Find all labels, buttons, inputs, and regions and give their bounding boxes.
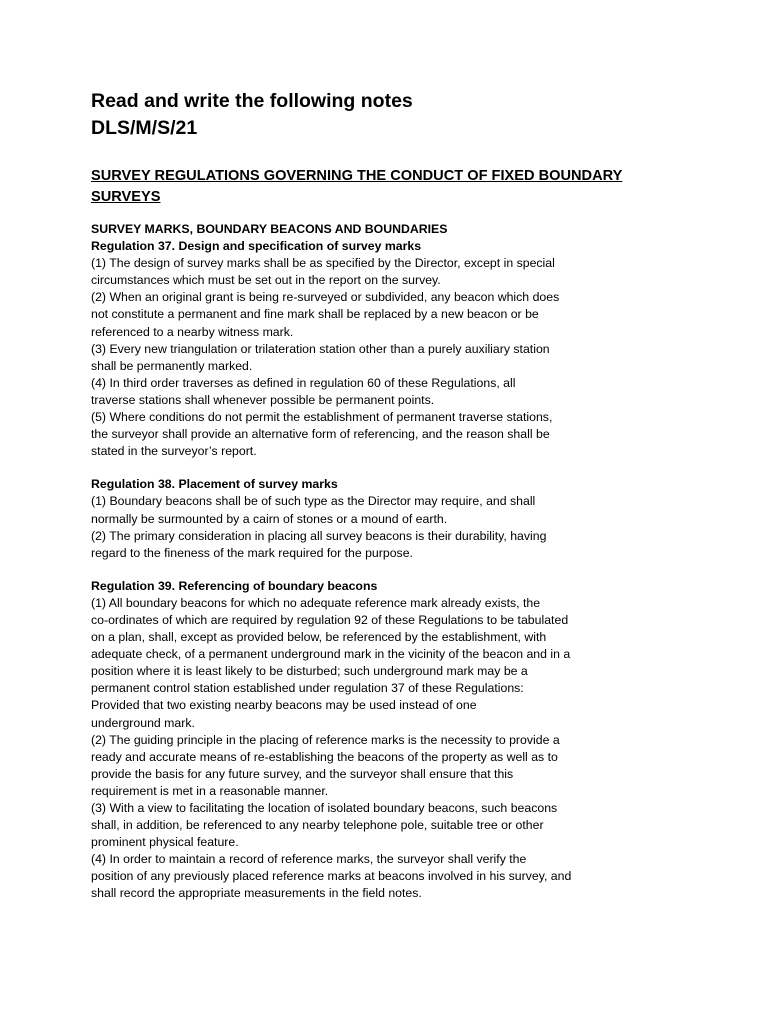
text-line: the surveyor shall provide an alternative form of referencing, and the reason shall be <box>91 427 550 442</box>
text-line: (1) All boundary beacons for which no adequate reference mark already exists, the <box>91 595 541 610</box>
text-line: co-ordinates of which are required by regulation 92 of these Regulations to be tabulated <box>91 612 569 627</box>
text-line: (2) The guiding principle in the placing of reference marks is the necessity to provide a <box>91 732 560 747</box>
text-line: (5) Where conditions do not permit the establishment of permanent traverse stations, <box>91 410 553 425</box>
text-line: (3) With a view to facilitating the location of isolated boundary beacons, such beacons <box>91 801 558 815</box>
text-line: not constitute a permanent and fine mark shall be replaced by a new beacon or be <box>91 307 539 322</box>
document-title <box>91 88 731 142</box>
text-line: underground mark. <box>91 715 195 730</box>
text-line: regard to the fineness of the mark required for the purpose. <box>91 545 413 560</box>
document-page <box>91 88 731 903</box>
text-line: traverse stations shall whenever possible be permanent points. <box>91 392 435 407</box>
text-line: adequate check, of a permanent underground mark in the vicinity of the beacon and in a <box>91 647 571 662</box>
text-line: shall be permanently marked. <box>91 358 253 373</box>
text-line: on a plan, shall, except as provided below, be referenced by the establishment, with <box>91 630 547 645</box>
text-line: (4) In third order traverses as defined in regulation 60 of these Regulations, all <box>91 375 516 390</box>
text-line: (3) Every new triangulation or trilateration station other than a purely auxiliary station <box>91 341 550 356</box>
regulation-body <box>91 255 731 460</box>
title-line: Read and write the following notes <box>91 90 413 112</box>
text-line: position where it is least likely to be disturbed; such underground mark may be a <box>91 664 528 679</box>
text-line: Provided that two existing nearby beacons may be used instead of one <box>91 698 477 713</box>
section-heading: SURVEY MARKS, BOUNDARY BEACONS AND BOUNDARIES <box>91 222 448 236</box>
text-line: prominent physical feature. <box>91 835 239 850</box>
main-heading <box>91 166 656 208</box>
text-line: (1) Boundary beacons shall be of such type as the Director may require, and shall <box>91 494 536 509</box>
text-line: (4) In order to maintain a record of reference marks, the surveyor shall verify the <box>91 852 527 867</box>
text-line: position of any previously placed reference marks at beacons involved in his survey, and <box>91 869 572 884</box>
regulation-heading: Regulation 39. Referencing of boundary beacons <box>91 578 378 593</box>
text-line: stated in the surveyor’s report. <box>91 444 257 459</box>
main-heading-line: SURVEYS <box>91 189 161 205</box>
regulation-39 <box>91 578 731 903</box>
regulation-heading: Regulation 37. Design and specification of survey marks <box>91 239 422 254</box>
text-line: permanent control station established under regulation 37 of these Regulations: <box>91 681 524 696</box>
text-line: provide the basis for any future survey, and the surveyor shall ensure that this <box>91 766 514 781</box>
regulation-body <box>91 493 731 561</box>
text-line: shall, in addition, be referenced to any nearby telephone pole, suitable tree or other <box>91 818 544 833</box>
text-line: (1) The design of survey marks shall be as specified by the Director, except in special <box>91 256 555 271</box>
text-line: normally be surmounted by a cairn of stones or a mound of earth. <box>91 511 448 526</box>
regulation-38 <box>91 476 731 561</box>
regulation-heading: Regulation 38. Placement of survey marks <box>91 477 338 492</box>
text-line: ready and accurate means of re-establishing the beacons of the property as well as to <box>91 749 558 764</box>
text-line: referenced to a nearby witness mark. <box>91 324 294 339</box>
regulation-body <box>91 595 731 903</box>
course-code: DLS/M/S/21 <box>91 117 198 139</box>
text-line: requirement is met in a reasonable manner. <box>91 783 329 798</box>
regulation-37 <box>91 238 731 460</box>
text-line: circumstances which must be set out in the report on the survey. <box>91 273 441 288</box>
text-line: shall record the appropriate measurements in the field notes. <box>91 886 422 901</box>
text-line: (2) When an original grant is being re-surveyed or subdivided, any beacon which does <box>91 290 560 305</box>
main-heading-line: SURVEY REGULATIONS GOVERNING THE CONDUCT OF FIXED BOUNDARY <box>91 168 623 184</box>
text-line: (2) The primary consideration in placing all survey beacons is their durability, having <box>91 528 547 543</box>
